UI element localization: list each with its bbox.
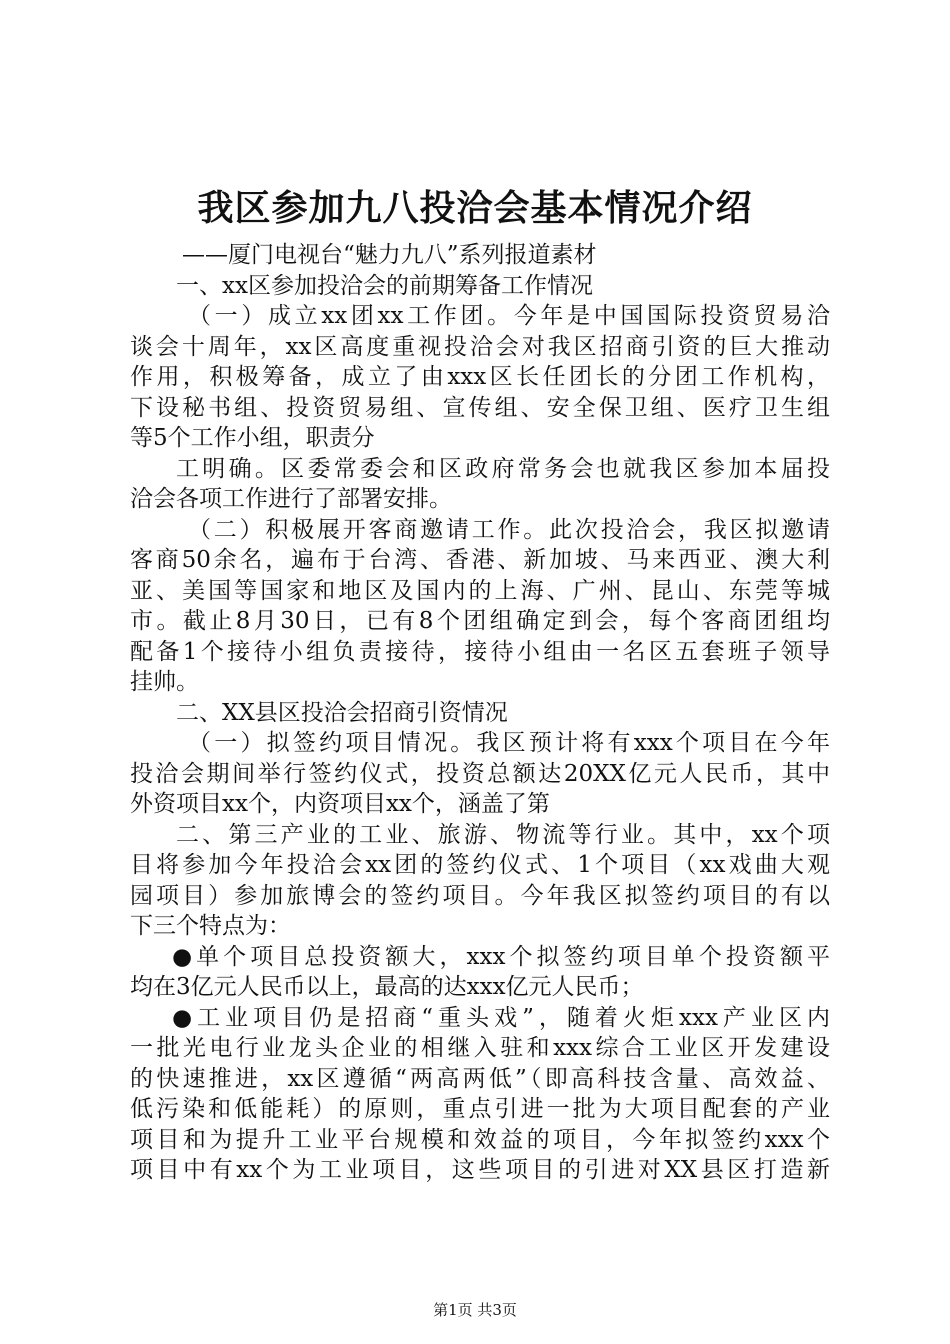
page-footer: 第1页 共3页 [433, 1301, 517, 1319]
section-heading: 一、xx区参加投洽会的前期筹备工作情况 [176, 272, 593, 299]
section-heading: 二、XX县区投洽会招商引资情况 [176, 699, 508, 726]
paragraph-line: 挂帅。 [130, 669, 199, 695]
paragraph-line: 的快速推进，xx区遵循“两高两低”（即高科技含量、高效益、 [130, 1065, 830, 1092]
paragraph-line: 市。截止8月30日，已有8个团组确定到会，每个客商团组均 [130, 608, 830, 634]
paragraph-line: 项目中有xx个为工业项目，这些项目的引进对XX县区打造新 [130, 1157, 830, 1183]
paragraph-line: 下设秘书组、投资贸易组、宣传组、安全保卫组、医疗卫生组 [130, 394, 830, 421]
paragraph-line: 投洽会期间举行签约仪式，投资总额达20XX亿元人民币，其中 [130, 760, 830, 787]
paragraph-line: 二、第三产业的工业、旅游、物流等行业。其中，xx个项 [176, 821, 830, 848]
paragraph-line: 洽会各项工作进行了部署安排。 [130, 486, 452, 512]
paragraph-line: 均在3亿元人民币以上，最高的达xxx亿元人民币； [130, 974, 644, 1000]
paragraph-line: 外资项目xx个，内资项目xx个，涵盖了第 [130, 791, 550, 817]
paragraph-line: 下三个特点为： [130, 913, 291, 939]
bullet-line: ●工业项目仍是招商“重头戏”，随着火炬xxx产业区内 [172, 1004, 830, 1031]
paragraph-line: 等5个工作小组，职责分 [130, 425, 375, 451]
document-title: 我区参加九八投洽会基本情况介绍 [197, 187, 753, 229]
paragraph-line: （二）积极展开客商邀请工作。此次投洽会，我区拟邀请 [188, 516, 830, 543]
paragraph-line: 目将参加今年投洽会xx团的签约仪式、1个项目（xx戏曲大观 [130, 852, 830, 878]
subtitle-line: ——厦门电视台“魅力九八”系列报道素材 [182, 242, 597, 268]
paragraph-line: 作用，积极筹备，成立了由xxx区长任团长的分团工作机构， [130, 364, 830, 390]
paragraph-line: 园项目）参加旅博会的签约项目。今年我区拟签约项目的有以 [130, 882, 830, 909]
paragraph-line: （一）成立xx团xx工作团。今年是中国国际投资贸易洽 [188, 303, 830, 329]
paragraph-line: 亚、美国等国家和地区及国内的上海、广州、昆山、东莞等城 [130, 577, 830, 604]
paragraph-line: （一）拟签约项目情况。我区预计将有xxx个项目在今年 [188, 730, 830, 756]
paragraph-line: 谈会十周年，xx区高度重视投洽会对我区招商引资的巨大推动 [130, 333, 830, 360]
paragraph-line: 项目和为提升工业平台规模和效益的项目，今年拟签约xxx个 [130, 1126, 830, 1153]
bullet-line: ●单个项目总投资额大，xxx个拟签约项目单个投资额平 [172, 943, 830, 970]
paragraph-line: 客商50余名，遍布于台湾、香港、新加坡、马来西亚、澳大利 [130, 547, 830, 573]
document-body [130, 240, 830, 1186]
paragraph-line: 一批光电行业龙头企业的相继入驻和xxx综合工业区开发建设 [130, 1035, 830, 1061]
paragraph-line: 工明确。区委常委会和区政府常务会也就我区参加本届投 [176, 455, 830, 482]
paragraph-line: 低污染和低能耗）的原则，重点引进一批为大项目配套的产业 [130, 1096, 830, 1122]
paragraph-line: 配备1个接待小组负责接待，接待小组由一名区五套班子领导 [130, 638, 830, 665]
